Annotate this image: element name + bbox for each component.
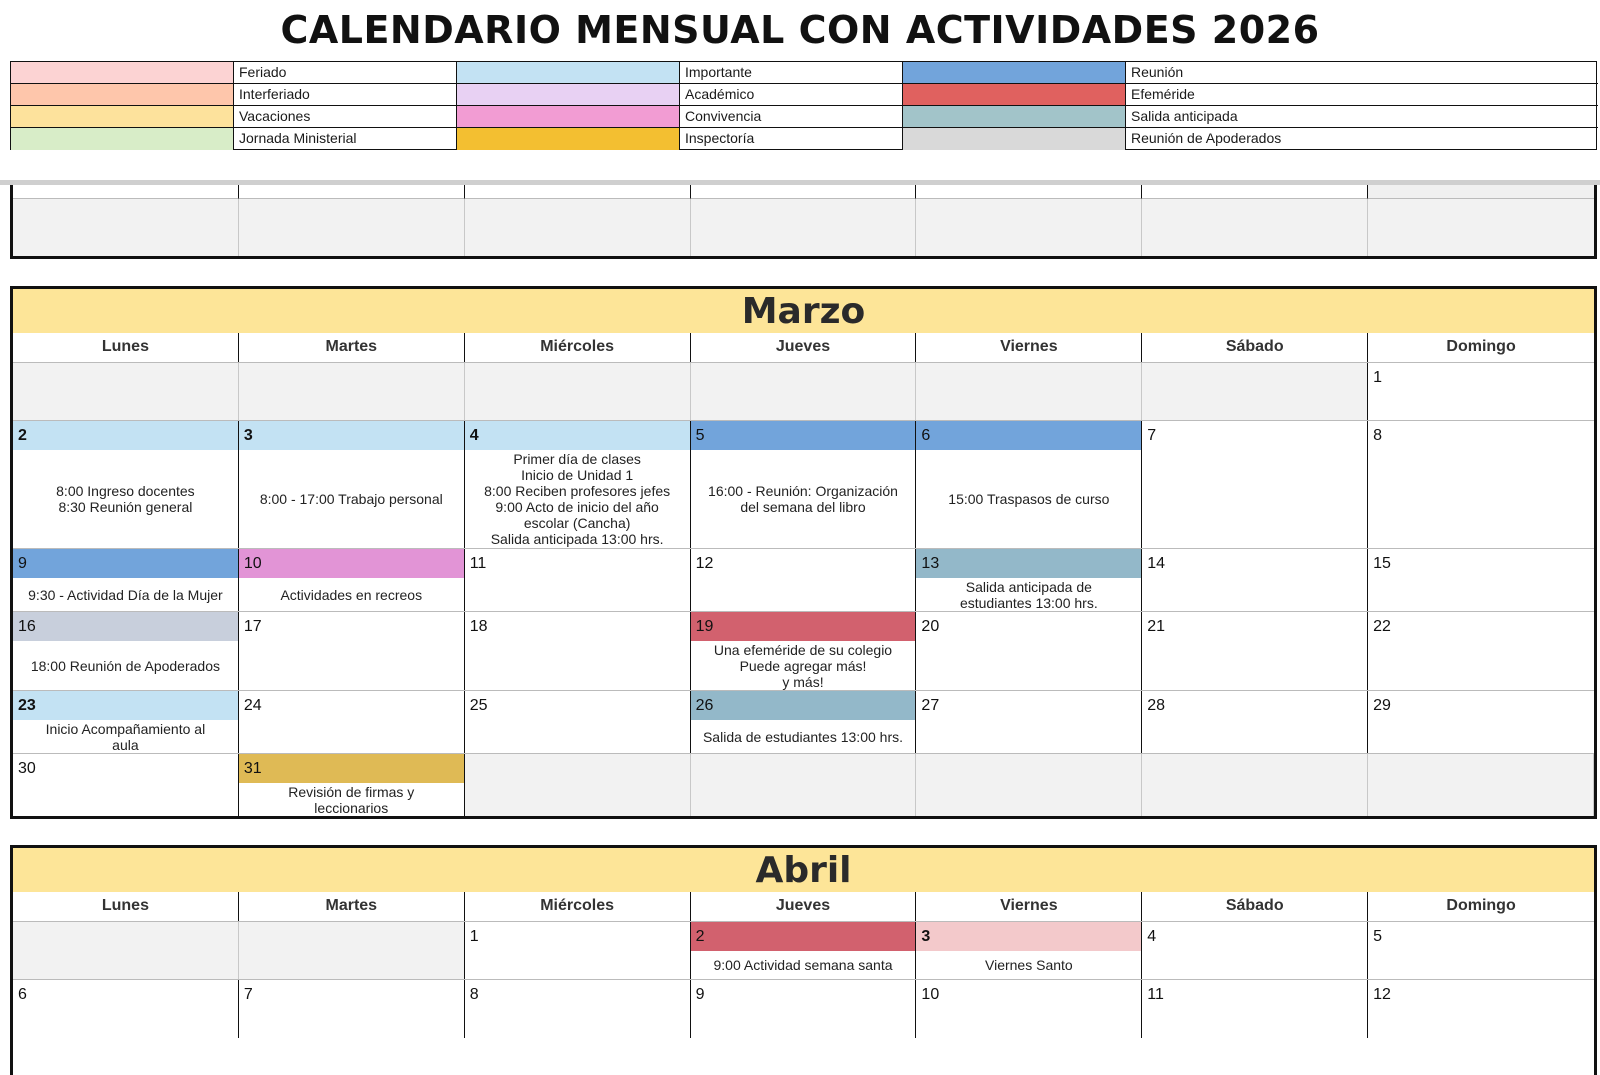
day-cell-21[interactable] <box>1142 612 1368 690</box>
day-cell-15[interactable] <box>1368 549 1594 611</box>
legend-label: Inspectoría <box>680 128 903 150</box>
weekday-header: Viernes <box>916 892 1142 921</box>
legend-label: Vacaciones <box>234 106 457 128</box>
day-number: 11 <box>469 555 487 572</box>
legend-swatch <box>457 106 680 128</box>
day-cell-27[interactable] <box>916 691 1142 753</box>
empty-day-cell <box>691 754 917 816</box>
legend-label: Interferiado <box>234 84 457 106</box>
weekday-header: Domingo <box>1446 338 1516 355</box>
legend-swatch <box>457 84 680 106</box>
legend-swatch <box>457 62 680 84</box>
legend-swatch <box>903 106 1126 128</box>
day-cell-25[interactable] <box>465 691 691 753</box>
day-number: 1 <box>1373 369 1383 386</box>
prev-month-cell <box>691 185 917 199</box>
weekday-header: Sábado <box>1142 892 1368 921</box>
day-number: 7 <box>1147 427 1157 444</box>
month-block-abril <box>10 845 1597 1075</box>
weekday-header: Domingo <box>1446 897 1516 914</box>
day-number: 6 <box>18 986 27 1003</box>
day-cell-3[interactable] <box>239 421 465 548</box>
day-cell-17[interactable] <box>239 612 465 690</box>
legend-label: Reunión <box>1126 62 1598 84</box>
legend-swatch <box>903 84 1126 106</box>
event-text: 9:00 Actividad semana santa <box>713 957 893 973</box>
day-cell-4[interactable] <box>465 421 691 548</box>
day-cell-9[interactable] <box>13 549 239 611</box>
day-cell-6[interactable] <box>916 421 1142 548</box>
legend-label: Salida anticipada <box>1126 106 1598 128</box>
event-text: Una efeméride de su colegio Puede agregar más! y más! <box>713 641 893 690</box>
day-cell-2[interactable] <box>13 421 239 548</box>
event-text: 18:00 Reunión de Apoderados <box>30 657 220 674</box>
weekday-header: Martes <box>239 892 465 921</box>
event-text: Revisión de firmas y leccionarios <box>288 783 415 816</box>
day-number: 8 <box>1373 427 1383 444</box>
empty-day-cell <box>691 363 917 420</box>
weekday-header: Jueves <box>691 892 917 921</box>
prev-month-cell <box>1368 185 1594 199</box>
day-number: 7 <box>243 986 253 1003</box>
day-cell-1[interactable] <box>1368 363 1594 420</box>
weekday-header: Lunes <box>13 333 239 362</box>
weekday-header: Lunes <box>13 892 239 921</box>
event-text: 8:00 - 17:00 Trabajo personal <box>259 491 443 507</box>
day-number: 4 <box>1147 928 1157 945</box>
day-number: 27 <box>921 697 940 714</box>
day-number: 12 <box>695 555 714 572</box>
legend-label: Convivencia <box>680 106 903 128</box>
day-number: 6 <box>916 421 1141 450</box>
day-number: 29 <box>1373 697 1391 714</box>
legend-swatch <box>903 128 1126 150</box>
month-block-marzo <box>10 286 1597 819</box>
day-number: 3 <box>916 922 1141 951</box>
day-number: 5 <box>1373 928 1383 945</box>
day-cell-7[interactable] <box>1142 421 1368 548</box>
event-text: Primer día de clases Inicio de Unidad 1 8:00 Reciben profesores jefes 9:00 Acto de inicio del año escolar (Cancha) Salida anticipada 13:00 hrs. <box>484 451 671 547</box>
day-cell-11[interactable] <box>1142 980 1368 1038</box>
day-number: 17 <box>243 618 262 635</box>
day-number: 5 <box>691 421 916 450</box>
legend-label: Importante <box>680 62 903 84</box>
day-cell-13[interactable] <box>916 549 1142 611</box>
day-cell-12[interactable] <box>691 549 917 611</box>
prev-month-cell <box>465 185 691 199</box>
weekday-header: Jueves <box>691 333 917 362</box>
day-cell-30[interactable] <box>13 754 239 816</box>
day-number: 28 <box>1147 697 1166 714</box>
day-number: 10 <box>239 549 464 578</box>
calendar-week-row <box>13 421 1594 549</box>
day-cell-9[interactable] <box>691 980 917 1038</box>
event-text: 15:00 Traspasos de curso <box>948 491 1110 507</box>
day-number: 18 <box>469 618 488 635</box>
day-number: 4 <box>465 421 690 450</box>
day-cell-7[interactable] <box>239 980 465 1038</box>
calendar-week-row <box>13 363 1594 421</box>
day-cell-28[interactable] <box>1142 691 1368 753</box>
weekday-header: Martes <box>239 333 465 362</box>
day-number: 26 <box>691 691 916 720</box>
calendar-week-row <box>13 612 1594 691</box>
event-text: Inicio Acompañamiento al aula <box>45 720 206 753</box>
calendar-week-row <box>13 980 1594 1038</box>
event-text: Actividades en recreos <box>280 586 423 603</box>
day-cell-22[interactable] <box>1368 612 1594 690</box>
day-number: 24 <box>243 697 262 714</box>
prev-month-empty-cell <box>239 199 465 256</box>
month-title: Abril <box>13 848 1594 892</box>
day-number: 2 <box>13 421 238 450</box>
calendar-week-row <box>13 691 1594 754</box>
day-cell-23[interactable] <box>13 691 239 753</box>
day-cell-3[interactable] <box>916 922 1142 979</box>
day-cell-31[interactable] <box>239 754 465 816</box>
legend-label: Académico <box>680 84 903 106</box>
day-cell-19[interactable] <box>691 612 917 690</box>
day-cell-5[interactable] <box>1368 922 1594 979</box>
empty-day-cell <box>1368 754 1594 816</box>
legend-swatch <box>11 62 234 84</box>
day-number: 15 <box>1373 555 1391 572</box>
day-cell-2[interactable] <box>691 922 917 979</box>
day-number: 11 <box>1147 986 1164 1003</box>
day-number: 1 <box>469 928 479 945</box>
day-number: 3 <box>239 421 464 450</box>
day-number: 31 <box>239 754 464 783</box>
day-number: 19 <box>691 612 916 641</box>
day-cell-12[interactable] <box>1368 980 1594 1038</box>
legend-swatch <box>11 128 234 150</box>
day-cell-11[interactable] <box>465 549 691 611</box>
day-number: 12 <box>1373 986 1391 1003</box>
legend-label: Reunión de Apoderados <box>1131 130 1282 146</box>
legend-swatch <box>11 106 234 128</box>
previous-month-tail <box>10 185 1597 259</box>
day-number: 23 <box>13 691 238 720</box>
event-text: Salida anticipada de estudiantes 13:00 hrs. <box>959 578 1098 611</box>
day-number: 2 <box>691 922 916 951</box>
legend-swatch <box>457 128 680 150</box>
day-number: 10 <box>921 986 940 1003</box>
weekday-header-row <box>13 892 1594 922</box>
prev-month-cell <box>239 185 465 199</box>
empty-day-cell <box>465 363 691 420</box>
event-text: 9:30 - Actividad Día de la Mujer <box>28 586 223 603</box>
legend-label: Jornada Ministerial <box>234 128 457 150</box>
prev-month-empty-cell <box>1368 199 1594 256</box>
weekday-header-row <box>13 333 1594 363</box>
prev-month-empty-cell <box>465 199 691 256</box>
empty-day-cell <box>916 363 1142 420</box>
day-cell-29[interactable] <box>1368 691 1594 753</box>
legend-swatch <box>903 62 1126 84</box>
empty-day-cell <box>239 922 465 979</box>
weekday-header: Sábado <box>1142 333 1368 362</box>
day-cell-10[interactable] <box>916 980 1142 1038</box>
day-cell-20[interactable] <box>916 612 1142 690</box>
event-text: 16:00 - Reunión: Organización del semana del libro <box>708 483 898 515</box>
day-number: 22 <box>1373 618 1391 635</box>
day-number: 9 <box>13 549 238 578</box>
color-legend <box>10 61 1597 150</box>
day-number: 8 <box>469 986 479 1003</box>
prev-month-empty-cell <box>13 199 239 256</box>
prev-month-empty-cell <box>691 199 917 256</box>
empty-day-cell <box>13 363 239 420</box>
empty-day-cell <box>1142 754 1368 816</box>
day-number: 14 <box>1147 555 1166 572</box>
day-cell-1[interactable] <box>465 922 691 979</box>
calendar-week-row <box>13 754 1594 816</box>
prev-month-cell <box>13 185 239 199</box>
empty-day-cell <box>465 754 691 816</box>
weekday-header: Miércoles <box>465 333 691 362</box>
prev-month-empty-cell <box>916 199 1142 256</box>
day-cell-26[interactable] <box>691 691 917 753</box>
day-number: 13 <box>916 549 1141 578</box>
day-number: 9 <box>695 986 705 1003</box>
event-text: Salida de estudiantes 13:00 hrs. <box>702 728 903 745</box>
day-cell-8[interactable] <box>1368 421 1594 548</box>
empty-day-cell <box>239 363 465 420</box>
day-number: 30 <box>18 760 36 777</box>
day-cell-18[interactable] <box>465 612 691 690</box>
weekday-header: Viernes <box>916 333 1142 362</box>
day-cell-24[interactable] <box>239 691 465 753</box>
event-text: 8:00 Ingreso docentes 8:30 Reunión general <box>56 483 195 515</box>
prev-month-cell <box>1142 185 1368 199</box>
empty-day-cell <box>13 922 239 979</box>
day-cell-5[interactable] <box>691 421 917 548</box>
calendar-week-row <box>13 922 1594 980</box>
day-cell-6[interactable] <box>13 980 239 1038</box>
empty-day-cell <box>1142 363 1368 420</box>
empty-day-cell <box>916 754 1142 816</box>
prev-month-empty-cell <box>1142 199 1368 256</box>
prev-month-cell <box>916 185 1142 199</box>
day-cell-10[interactable] <box>239 549 465 611</box>
day-cell-8[interactable] <box>465 980 691 1038</box>
legend-label: Efeméride <box>1126 84 1598 106</box>
calendar-week-row <box>13 549 1594 612</box>
day-cell-4[interactable] <box>1142 922 1368 979</box>
day-cell-14[interactable] <box>1142 549 1368 611</box>
day-number: 20 <box>921 618 940 635</box>
day-number: 16 <box>13 612 238 641</box>
day-number: 25 <box>469 697 488 714</box>
legend-label: Feriado <box>234 62 457 84</box>
event-text: Viernes Santo <box>985 957 1073 973</box>
month-title: Marzo <box>13 289 1594 333</box>
legend-swatch <box>11 84 234 106</box>
day-number: 21 <box>1147 618 1166 635</box>
day-cell-16[interactable] <box>13 612 239 690</box>
page-title: CALENDARIO MENSUAL CON ACTIVIDADES 2026 <box>280 8 1320 52</box>
weekday-header: Miércoles <box>465 892 691 921</box>
